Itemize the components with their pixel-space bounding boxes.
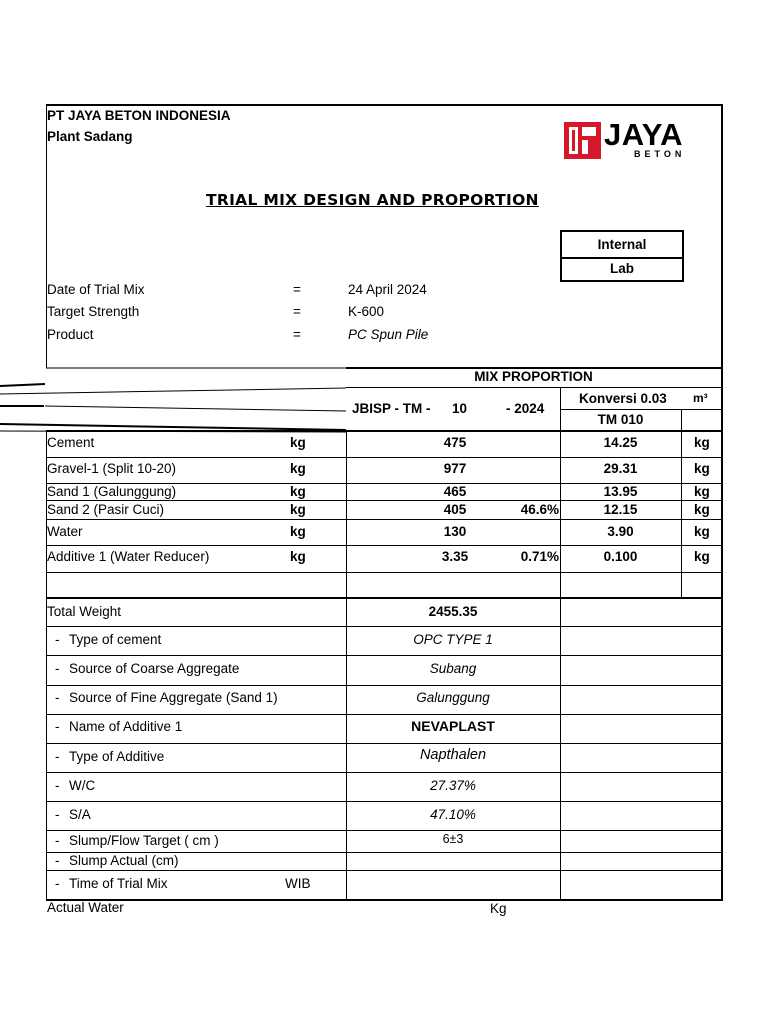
scan-artifact-lines [0,360,350,440]
mix-code-b: 10 [452,401,468,416]
actual-water-unit: Kg [490,901,507,916]
konversi-label: Konversi 0.03 [579,391,667,406]
logo-mark-icon [564,122,601,159]
logo-subtext: BETON [634,149,686,159]
frame-right [721,105,723,900]
lab-box-line2: Lab [609,261,634,276]
actual-water-label: Actual Water [47,900,124,915]
frame-top [46,104,723,106]
page-title: TRIAL MIX DESIGN AND PROPORTION [206,191,539,209]
mix-code-a: JBISP - TM - [352,401,431,416]
company-name: PT JAYA BETON INDONESIA [47,108,231,123]
plant-name: Plant Sadang [47,129,133,144]
lab-box [560,230,684,282]
lab-box-line1: Internal [597,237,647,252]
unit-m3: m³ [693,391,708,405]
tm-code: TM 010 [597,412,644,427]
logo-text: JAYA [604,117,684,152]
mix-proportion-title: MIX PROPORTION [474,369,593,384]
mix-code-c: - 2024 [506,401,545,416]
